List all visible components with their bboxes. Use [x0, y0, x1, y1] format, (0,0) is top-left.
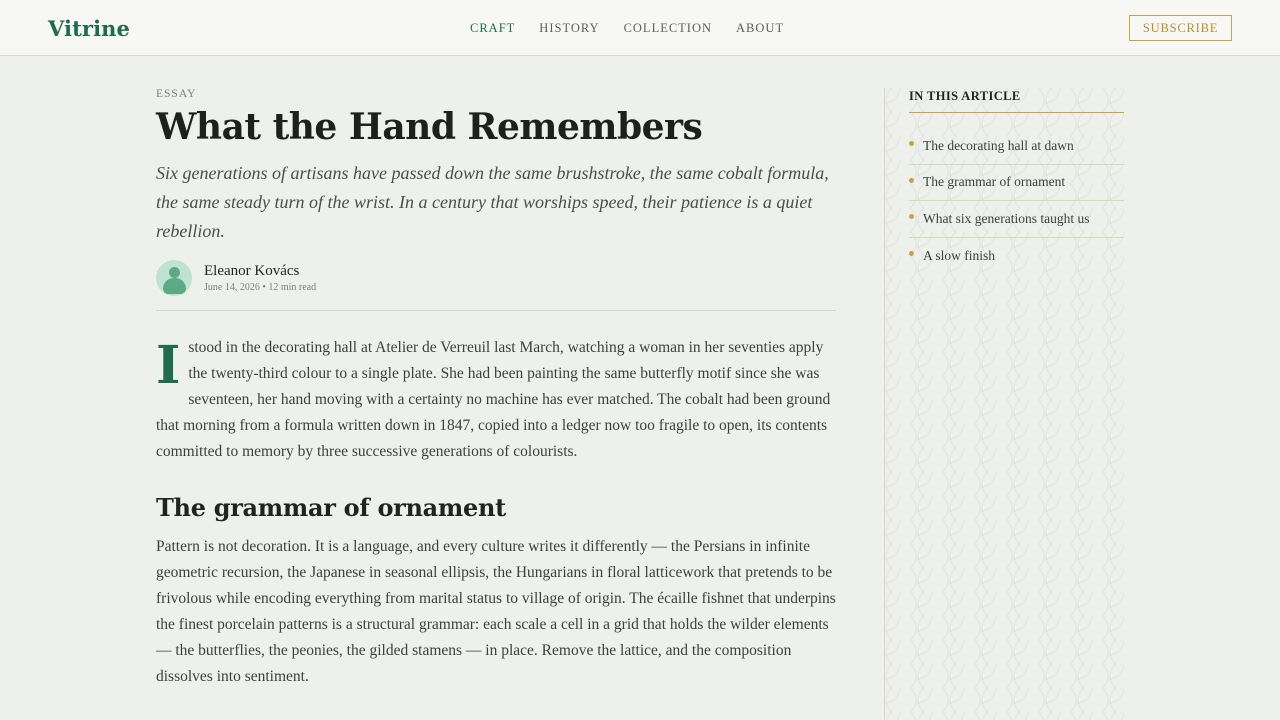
main-nav — [470, 21, 784, 36]
site-header — [0, 0, 1280, 56]
bullet-icon — [909, 251, 914, 256]
nav-history[interactable]: HISTORY — [539, 21, 600, 35]
subscribe-button[interactable]: SUBSCRIBE — [1129, 15, 1232, 41]
article — [156, 88, 836, 690]
site-logo[interactable]: Vitrine — [48, 16, 130, 41]
toc-title: IN THIS ARTICLE — [909, 89, 1124, 113]
divider — [156, 310, 836, 311]
bullet-icon — [909, 141, 914, 146]
nav-craft[interactable]: CRAFT — [470, 21, 516, 35]
toc-item[interactable] — [909, 201, 1124, 238]
toc-item[interactable] — [909, 128, 1124, 165]
article-title: What the Hand Remembers — [156, 106, 703, 148]
nav-collection[interactable]: COLLECTION — [623, 21, 713, 35]
article-dek: Six generations of artisans have passed down the same brushstroke, the same cobalt formula, the same steady turn of the wrist. In a century that worships speed, their patience is a quiet rebellion. — [156, 163, 829, 242]
author-name[interactable]: Eleanor Kovács — [204, 263, 300, 280]
article-meta: June 14, 2026 • 12 min read — [204, 282, 317, 294]
nav-about[interactable]: ABOUT — [736, 21, 785, 35]
article-kicker: ESSAY — [156, 88, 197, 100]
byline-text — [204, 263, 316, 293]
toc-item-label: A slow finish — [923, 247, 996, 263]
paragraph-2: Pattern is not decoration. It is a language, and every culture writes it differently — the Persians in infinite geometric recursion, the Japanese in seasonal ellipsis, the Hungarians in floral latticework that pretends to be frivolous while encoding everything from marital status to village of origin. The écaille fishnet that underpins the finest porcelain patterns is a structural grammar: each scale a cell in a grid that holds the wilder elements — the butterflies, the peonies, the gilded stamens — in place. Remove the lattice, and the composition dissolves into sentiment. — [156, 538, 836, 686]
bullet-icon — [909, 178, 914, 183]
toc-item-label: What six generations taught us — [923, 210, 1090, 226]
toc-item-label: The decorating hall at dawn — [923, 137, 1074, 153]
drop-cap: I — [156, 335, 181, 397]
section-heading: The grammar of ornament — [156, 493, 506, 523]
toc-list — [909, 128, 1124, 274]
table-of-contents — [884, 88, 1124, 720]
toc-item[interactable] — [909, 238, 1124, 275]
paragraph-1-text: stood in the decorating hall at Atelier de Verreuil last March, watching a woman in her seventies apply the twenty-third colour to a single plate. She had been painting the same butterfly motif since she was seventeen, her hand moving with a certainty no machine has ever matched. The cobalt had been ground that morning from a formula written down in 1847, copied into a ledger now too fragile to open, its contents committed to memory by three successive generations of colourists. — [156, 339, 831, 461]
toc-item[interactable] — [909, 165, 1124, 202]
byline — [156, 260, 836, 296]
user-avatar-icon — [156, 260, 192, 296]
toc-item-label: The grammar of ornament — [923, 174, 1066, 190]
bullet-icon — [909, 214, 914, 219]
paragraph-1 — [156, 335, 836, 465]
